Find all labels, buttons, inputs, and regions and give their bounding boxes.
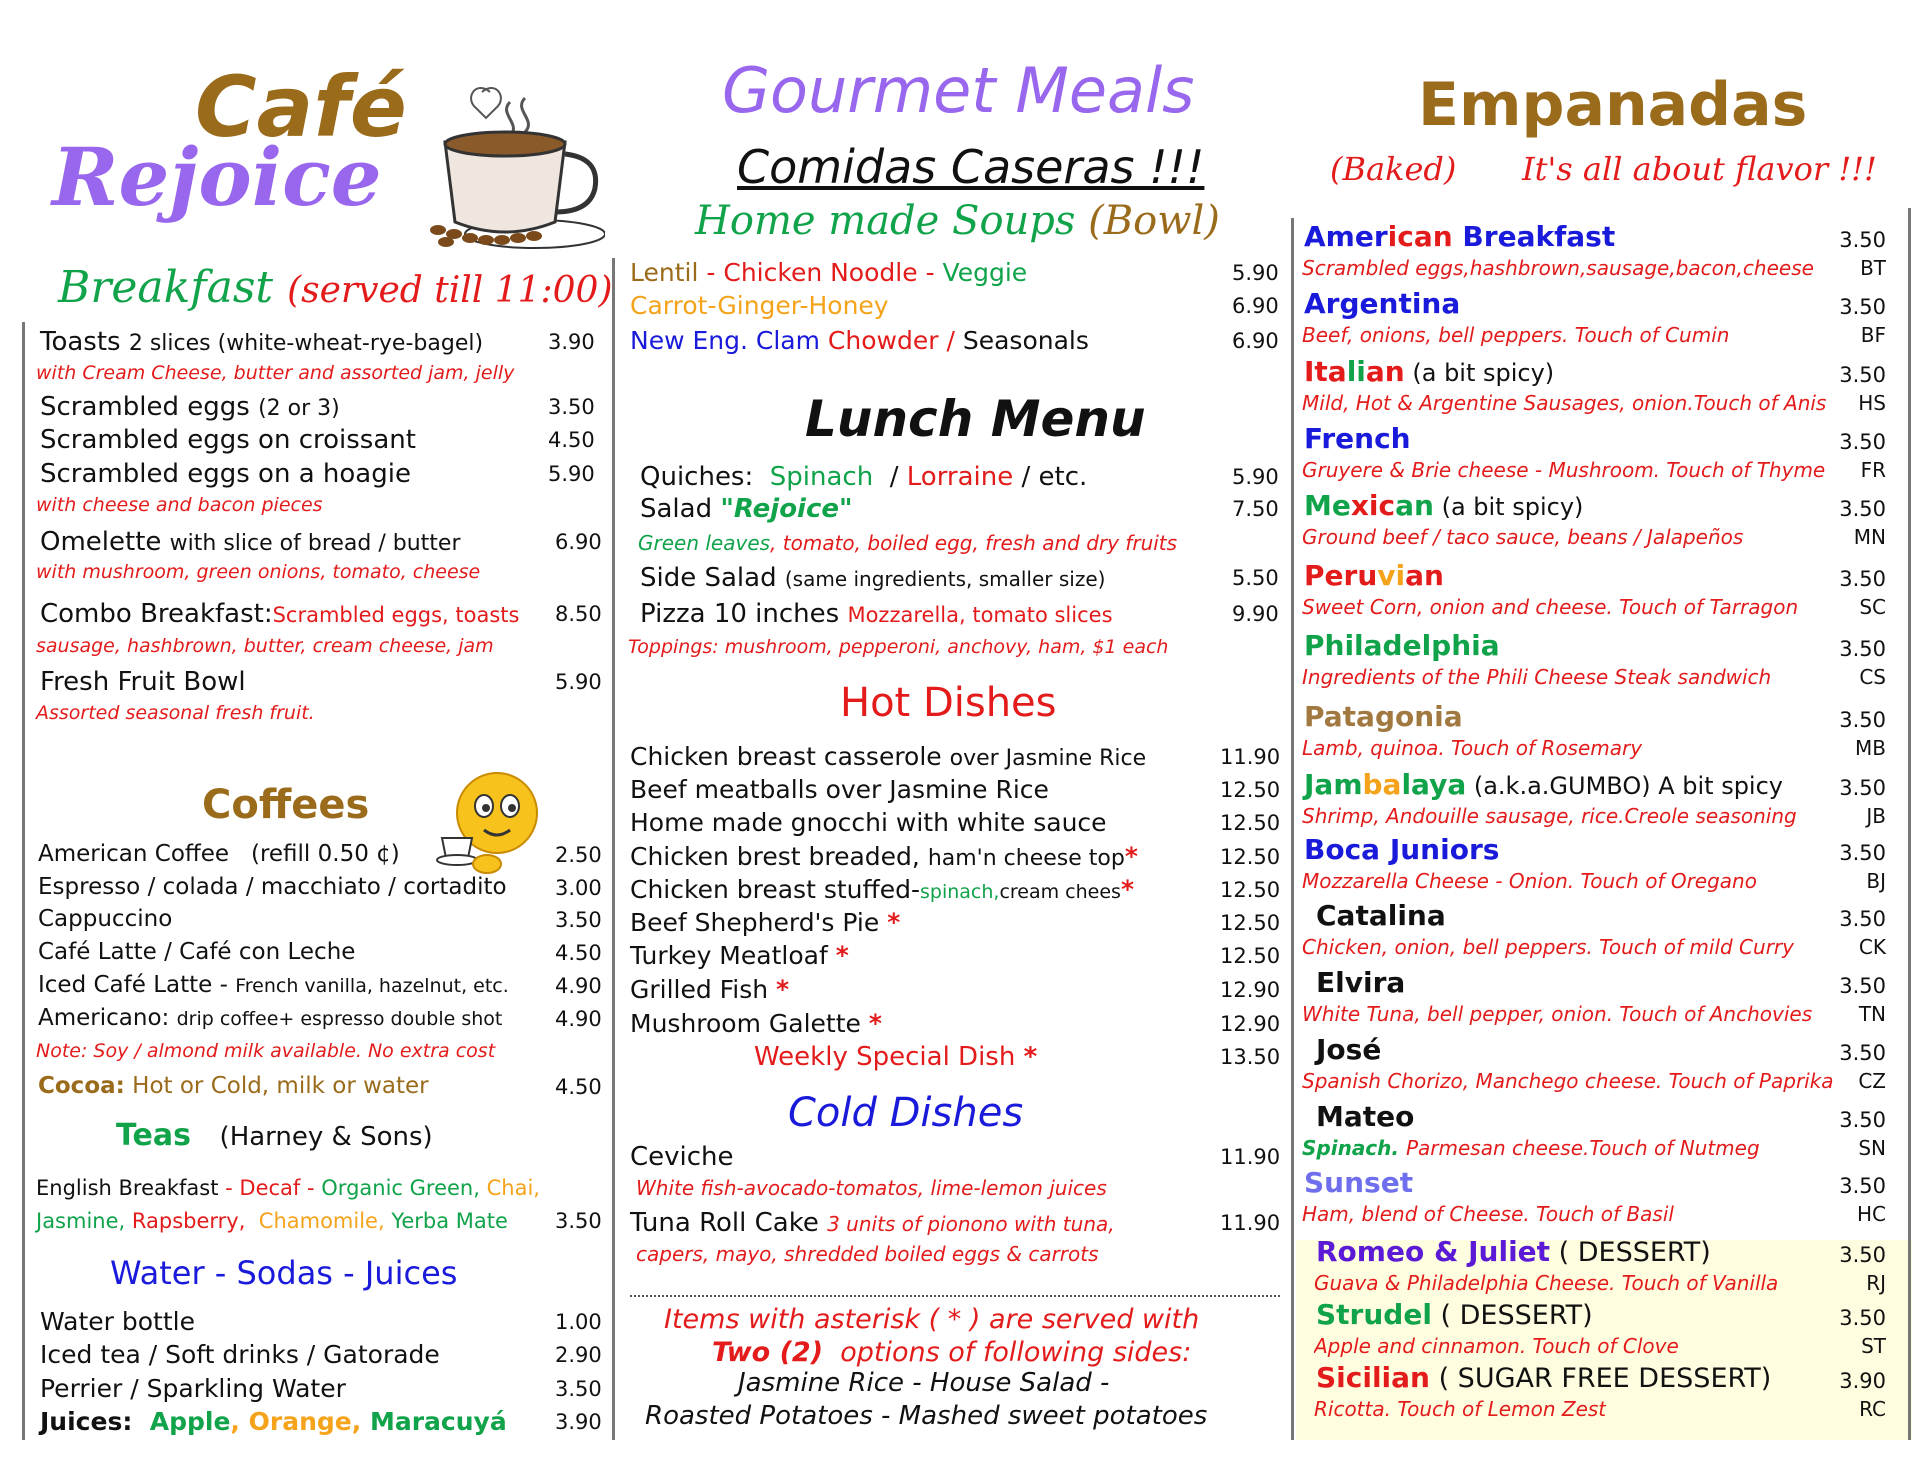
price: 3.50 xyxy=(555,1209,602,1233)
empanada-name: Elvira xyxy=(1316,966,1406,999)
empanada-code: ST xyxy=(1861,1334,1886,1358)
empanada-description: Mozzarella Cheese - Onion. Touch of Oregano xyxy=(1302,869,1757,893)
empanada-name: Romeo & Juliet ( DESSERT) xyxy=(1316,1235,1711,1268)
price: 2.50 xyxy=(555,843,602,867)
price: 3.50 xyxy=(1839,567,1886,591)
empanada-description: Ground beef / taco sauce, beans / Jalapeños xyxy=(1302,525,1744,549)
price: 12.50 xyxy=(1220,911,1281,935)
empanada-name: Boca Juniors xyxy=(1304,833,1500,866)
price: 12.50 xyxy=(1220,845,1281,869)
price: 7.50 xyxy=(1232,497,1279,521)
empanada-description: Spanish Chorizo, Manchego cheese. Touch of Paprika xyxy=(1302,1069,1834,1093)
logo-rejoice: Rejoice xyxy=(52,130,382,224)
empanada-name: José xyxy=(1316,1033,1382,1066)
coffee-item: Americano: drip coffee+ espresso double shot xyxy=(38,1005,503,1031)
coffee-cup-icon xyxy=(430,82,605,252)
logo-cafe: Café xyxy=(195,58,407,156)
lunch-item: Pizza 10 inches Mozzarella, tomato slices xyxy=(640,599,1113,629)
breakfast-served: (served till 11:00) xyxy=(287,270,613,311)
empanada-name: Catalina xyxy=(1316,899,1446,932)
breakfast-item: Combo Breakfast:Scrambled eggs, toasts xyxy=(40,599,520,629)
breakfast-item: Scrambled eggs on croissant xyxy=(40,425,416,455)
empanadas-baked: (Baked) xyxy=(1330,150,1457,188)
empanada-code: SC xyxy=(1859,595,1886,619)
empanadas-tagline: It's all about flavor !!! xyxy=(1522,150,1877,188)
coffee-item: Cappuccino xyxy=(38,906,173,932)
price: 3.90 xyxy=(555,1410,602,1434)
empanada-description: Mild, Hot & Argentine Sausages, onion.Touch of Anis xyxy=(1302,391,1827,415)
empanada-description: Ricotta. Touch of Lemon Zest xyxy=(1314,1397,1607,1421)
price: 4.50 xyxy=(548,428,595,452)
item-description: White fish-avocado-tomatos, lime-lemon juices xyxy=(636,1176,1107,1200)
price: 3.50 xyxy=(1839,1306,1886,1330)
item-description: with mushroom, green onions, tomato, cheese xyxy=(36,561,481,583)
smiley-coffee-icon xyxy=(432,768,547,878)
empanada-code: JB xyxy=(1866,804,1886,828)
breakfast-item: Scrambled eggs on a hoagie xyxy=(40,459,411,489)
price: 12.90 xyxy=(1220,1012,1281,1036)
empanada-description: Scrambled eggs,hashbrown,sausage,bacon,cheese xyxy=(1302,256,1814,280)
breakfast-item: Omelette with slice of bread / butter xyxy=(40,527,461,557)
price: 3.50 xyxy=(1839,430,1886,454)
empanada-code: HS xyxy=(1858,391,1886,415)
price: 5.90 xyxy=(555,670,602,694)
empanada-description: Spinach. Parmesan cheese.Touch of Nutmeg xyxy=(1302,1136,1760,1160)
coffee-note: Note: Soy / almond milk available. No extra cost xyxy=(36,1040,496,1062)
empanada-code: BF xyxy=(1860,323,1886,347)
lunch-item: Side Salad (same ingredients, smaller size) xyxy=(640,563,1106,593)
empanada-code: RJ xyxy=(1866,1271,1886,1295)
empanada-name: Sicilian ( SUGAR FREE DESSERT) xyxy=(1316,1361,1772,1394)
price: 3.50 xyxy=(1839,1243,1886,1267)
empanada-code: BJ xyxy=(1866,869,1886,893)
price: 4.90 xyxy=(555,1007,602,1031)
price: 4.90 xyxy=(555,974,602,998)
hot-dishes-title: Hot Dishes xyxy=(840,680,1057,726)
empanada-description: Sweet Corn, onion and cheese. Touch of Tarragon xyxy=(1302,595,1799,619)
price: 8.50 xyxy=(555,602,602,626)
price: 4.50 xyxy=(555,941,602,965)
empanada-code: FR xyxy=(1860,458,1886,482)
drinks-title: Water - Sodas - Juices xyxy=(110,1254,458,1292)
price: 6.90 xyxy=(1232,329,1279,353)
empanada-name: Sunset xyxy=(1304,1166,1414,1199)
price: 3.50 xyxy=(1839,1174,1886,1198)
empanada-code: RC xyxy=(1859,1397,1886,1421)
price: 3.90 xyxy=(1839,1369,1886,1393)
empanada-description: Apple and cinnamon. Touch of Clove xyxy=(1314,1334,1679,1358)
cold-dish-item: Ceviche xyxy=(630,1142,734,1172)
middle-divider-left xyxy=(612,258,615,1440)
price: 5.90 xyxy=(1232,261,1279,285)
sides-line-3: Jasmine Rice - House Salad - xyxy=(738,1368,1110,1398)
item-description: Green leaves, tomato, boiled egg, fresh and dry fruits xyxy=(638,531,1178,555)
lunch-menu-title: Lunch Menu xyxy=(805,390,1146,448)
drink-item: Perrier / Sparkling Water xyxy=(40,1374,346,1403)
price: 11.90 xyxy=(1220,1211,1281,1235)
price: 12.50 xyxy=(1220,811,1281,835)
price: 12.50 xyxy=(1220,944,1281,968)
empanada-description: Guava & Philadelphia Cheese. Touch of Vanilla xyxy=(1314,1271,1779,1295)
price: 6.90 xyxy=(1232,294,1279,318)
cold-dish-item: Tuna Roll Cake 3 units of pionono with tuna, xyxy=(630,1208,1115,1238)
empanada-name: Mexican (a bit spicy) xyxy=(1304,489,1584,522)
price: 12.50 xyxy=(1220,778,1281,802)
empanada-code: BT xyxy=(1860,256,1886,280)
drink-item: Water bottle xyxy=(40,1307,195,1336)
item-description: Toppings: mushroom, pepperoni, anchovy, ham, $1 each xyxy=(628,636,1169,658)
price: 3.50 xyxy=(1839,907,1886,931)
empanada-description: Ingredients of the Phili Cheese Steak sandwich xyxy=(1302,665,1772,689)
item-description: capers, mayo, shredded boiled eggs & carrots xyxy=(636,1242,1099,1266)
sides-line-1: Items with asterisk ( * ) are served with xyxy=(664,1304,1200,1335)
coffee-item: Iced Café Latte - French vanilla, hazelnut, etc. xyxy=(38,972,509,998)
price: 3.50 xyxy=(1839,228,1886,252)
hot-dish-item: Chicken brest breaded, ham'n cheese top* xyxy=(630,842,1138,871)
drink-item: Iced tea / Soft drinks / Gatorade xyxy=(40,1340,440,1369)
empanada-description: Shrimp, Andouille sausage, rice.Creole seasoning xyxy=(1302,804,1797,828)
price: 3.50 xyxy=(1839,1041,1886,1065)
empanada-name: Patagonia xyxy=(1304,700,1463,733)
price: 11.90 xyxy=(1220,745,1281,769)
price: 3.50 xyxy=(1839,1108,1886,1132)
empanada-description: Gruyere & Brie cheese - Mushroom. Touch of Thyme xyxy=(1302,458,1826,482)
price: 5.90 xyxy=(1232,465,1279,489)
dotted-divider xyxy=(630,1295,1280,1297)
sides-line-2: Two (2) options of following sides: xyxy=(712,1337,1192,1368)
empanada-description: Lamb, quinoa. Touch of Rosemary xyxy=(1302,736,1643,760)
tea-line-1: English Breakfast - Decaf - Organic Green, Chai, xyxy=(36,1176,540,1200)
empanada-code: HC xyxy=(1856,1202,1886,1226)
price: 3.50 xyxy=(555,1377,602,1401)
middle-divider-right xyxy=(1291,218,1294,1440)
price: 3.50 xyxy=(1839,776,1886,800)
sides-line-4: Roasted Potatoes - Mashed sweet potatoes xyxy=(645,1401,1208,1431)
coffee-item: Espresso / colada / macchiato / cortadito xyxy=(38,874,507,900)
empanada-name: Argentina xyxy=(1304,287,1461,320)
breakfast-item: Scrambled eggs (2 or 3) xyxy=(40,392,340,422)
hot-dish-item: Chicken breast stuffed-spinach,cream chees* xyxy=(630,875,1135,904)
weekly-special: Weekly Special Dish * xyxy=(754,1042,1038,1072)
soup-line-3: New Eng. Clam Chowder / Seasonals xyxy=(630,326,1089,355)
lunch-item: Quiches: Spinach / Lorraine / etc. xyxy=(640,462,1088,492)
cold-dishes-title: Cold Dishes xyxy=(788,1090,1024,1136)
price: 3.50 xyxy=(548,395,595,419)
lunch-item: Salad "Rejoice" xyxy=(640,494,853,524)
breakfast-item: Fresh Fruit Bowl xyxy=(40,667,246,697)
soup-line-1: Lentil - Chicken Noodle - Veggie xyxy=(630,258,1028,287)
empanada-name: Strudel ( DESSERT) xyxy=(1316,1298,1593,1331)
item-description: Assorted seasonal fresh fruit. xyxy=(36,702,315,724)
price: 6.90 xyxy=(555,530,602,554)
price: 3.90 xyxy=(548,330,595,354)
coffee-item: Café Latte / Café con Leche xyxy=(38,939,356,965)
price: 12.50 xyxy=(1220,878,1281,902)
empanada-code: TN xyxy=(1858,1002,1886,1026)
empanada-name: Peruvian xyxy=(1304,559,1444,592)
price: 5.50 xyxy=(1232,566,1279,590)
price: 3.50 xyxy=(555,908,602,932)
teas-header: Teas (Harney & Sons) xyxy=(116,1118,433,1153)
cocoa-item: Cocoa: Hot or Cold, milk or water xyxy=(38,1073,429,1099)
empanada-name: Mateo xyxy=(1316,1100,1415,1133)
price: 11.90 xyxy=(1220,1145,1281,1169)
empanada-code: CZ xyxy=(1858,1069,1886,1093)
empanada-description: Ham, blend of Cheese. Touch of Basil xyxy=(1302,1202,1674,1226)
empanada-code: MB xyxy=(1855,736,1886,760)
comidas-caseras-title: Comidas Caseras !!! xyxy=(737,140,1205,194)
empanada-code: CK xyxy=(1858,935,1886,959)
price: 3.50 xyxy=(1839,841,1886,865)
price: 12.90 xyxy=(1220,978,1281,1002)
tea-line-2: Jasmine, Rapsberry, Chamomile, Yerba Mate xyxy=(36,1209,508,1233)
price: 9.90 xyxy=(1232,602,1279,626)
breakfast-item: Toasts 2 slices (white-wheat-rye-bagel) xyxy=(40,327,484,357)
soups-header: Home made Soups (Bowl) xyxy=(695,198,1220,244)
hot-dish-item: Grilled Fish * xyxy=(630,975,790,1004)
price: 3.50 xyxy=(1839,295,1886,319)
right-border xyxy=(1908,208,1911,1440)
empanada-name: Italian (a bit spicy) xyxy=(1304,355,1555,388)
hot-dish-item: Turkey Meatloaf * xyxy=(630,941,849,970)
empanada-description: White Tuna, bell pepper, onion. Touch of Anchovies xyxy=(1302,1002,1813,1026)
price: 13.50 xyxy=(1220,1045,1281,1069)
price: 4.50 xyxy=(555,1075,602,1099)
hot-dish-item: Mushroom Galette * xyxy=(630,1009,882,1038)
breakfast-title: Breakfast xyxy=(58,262,274,313)
coffee-item: American Coffee (refill 0.50 ¢) xyxy=(38,841,400,867)
item-description: with cheese and bacon pieces xyxy=(36,494,323,516)
empanada-name: Philadelphia xyxy=(1304,629,1500,662)
empanada-name: French xyxy=(1304,422,1411,455)
soup-line-2: Carrot-Ginger-Honey xyxy=(630,291,889,320)
item-description: sausage, hashbrown, butter, cream cheese, jam xyxy=(36,635,494,657)
price: 5.90 xyxy=(548,462,595,486)
price: 1.00 xyxy=(555,1310,602,1334)
price: 3.00 xyxy=(555,876,602,900)
breakfast-header xyxy=(58,262,613,313)
empanada-code: CS xyxy=(1859,665,1886,689)
hot-dish-item: Beef meatballs over Jasmine Rice xyxy=(630,775,1049,804)
hot-dish-item: Home made gnocchi with white sauce xyxy=(630,808,1107,837)
empanada-description: Beef, onions, bell peppers. Touch of Cumin xyxy=(1302,323,1730,347)
empanada-description: Chicken, onion, bell peppers. Touch of mild Curry xyxy=(1302,935,1794,959)
price: 2.90 xyxy=(555,1343,602,1367)
empanada-code: SN xyxy=(1858,1136,1886,1160)
empanada-code: MN xyxy=(1853,525,1886,549)
empanadas-title: Empanadas xyxy=(1418,70,1808,140)
juices-item: Juices: Apple, Orange, Maracuyá xyxy=(40,1407,507,1436)
left-divider xyxy=(22,322,25,1440)
gourmet-meals-title: Gourmet Meals xyxy=(722,54,1195,127)
hot-dish-item: Beef Shepherd's Pie * xyxy=(630,908,901,937)
price: 3.50 xyxy=(1839,497,1886,521)
coffees-title: Coffees xyxy=(202,782,370,828)
empanada-name: American Breakfast xyxy=(1304,220,1616,253)
item-description: with Cream Cheese, butter and assorted jam, jelly xyxy=(36,362,515,384)
hot-dish-item: Chicken breast casserole over Jasmine Rice xyxy=(630,742,1147,771)
price: 3.50 xyxy=(1839,708,1886,732)
price: 3.50 xyxy=(1839,637,1886,661)
price: 3.50 xyxy=(1839,974,1886,998)
empanada-name: Jambalaya (a.k.a.GUMBO) A bit spicy xyxy=(1304,768,1783,801)
price: 3.50 xyxy=(1839,363,1886,387)
